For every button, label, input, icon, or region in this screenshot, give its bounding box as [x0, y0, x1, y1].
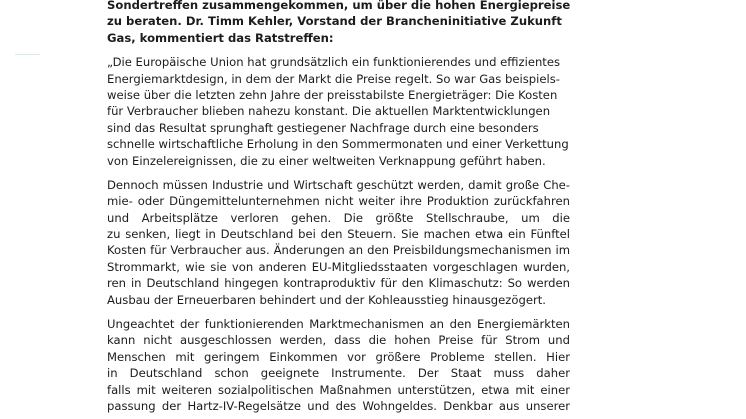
- quote-paragraph-3: [107, 316, 570, 414]
- paragraph-line: passung der Hartz-IV-Regelsätze und des Wohngeldes. Denkbar aus unserer: [107, 398, 570, 413]
- paragraph-line: falls mit weiteren sozialpolitischen Maßnahmen unterstützen, etwa mit einer: [107, 382, 570, 397]
- paragraph-line: Ungeachtet der funktionierenden Marktmechanismen an den Energiemärkten: [107, 317, 570, 332]
- paragraph-line: für Verbraucher blieben nahezu konstant. Die aktuellen Marktentwicklungen: [107, 104, 551, 119]
- press-release-body: [107, 0, 570, 414]
- paragraph-line: von Einzelereignissen, die zu einer weltweiten Verknappung geführt haben.: [107, 153, 546, 168]
- paragraph-line: in Deutschland schon geeignete Instrumente. Der Staat muss daher: [107, 366, 570, 381]
- margin-accent-line: [15, 54, 40, 55]
- intro-paragraph: [107, 0, 570, 46]
- paragraph-line: Dennoch müssen Industrie und Wirtschaft geschützt werden, damit große Che-: [107, 177, 570, 192]
- intro-line: Sondertreffen zusammengekommen, um über die hohen Energiepreise: [107, 0, 571, 12]
- paragraph-line: „Die Europäische Union hat grundsätzlich ein funktionierendes und effizientes: [107, 55, 561, 70]
- paragraph-line: Kosten für Verbraucher aus. Änderungen an den Preisbildungsmechanismen im: [107, 243, 570, 258]
- paragraph-line: zu senken, liegt in Deutschland bei den Steuern. Sie machen etwa ein Fünftel: [107, 227, 570, 242]
- paragraph-line: kann nicht ausgeschlossen werden, dass die hohen Preise für Strom und: [107, 333, 570, 348]
- paragraph-line: Strommarkt, wie sie von anderen EU-Mitgliedsstaaten vorgeschlagen wurden,: [107, 259, 570, 274]
- paragraph-line: und Arbeitsplätze verloren gehen. Die größte Stellschraube, um die: [107, 210, 570, 225]
- paragraph-line: Ausbau der Erneuerbaren behindert und der Kohleausstieg hinausgezögert.: [107, 292, 546, 307]
- intro-line: Gas, kommentiert das Ratstreffen:: [107, 30, 334, 45]
- paragraph-line: schnelle wirtschaftliche Erholung in den Sommermonaten und einer Verkettung: [107, 137, 569, 152]
- paragraph-line: sind das Resultat sprunghaft gestiegener Nachfrage durch eine besonders: [107, 120, 539, 135]
- quote-paragraph-2: [107, 177, 570, 308]
- paragraph-line: ren in Deutschland hingegen kontraproduktiv für den Klimaschutz: So werden: [107, 276, 570, 291]
- quote-paragraph-1: [107, 54, 570, 169]
- paragraph-line: Energiemarktdesign, in dem der Markt die Preise regelt. So war Gas beispiels-: [107, 71, 560, 86]
- paragraph-line: Menschen mit geringem Einkommen vor größere Probleme stellen. Hier: [107, 349, 570, 364]
- intro-line: zu beraten. Dr. Timm Kehler, Vorstand der Brancheninitiative Zukunft: [107, 14, 562, 29]
- paragraph-line: weise über die letzten zehn Jahre der preisstabilste Energieträger: Die Kosten: [107, 87, 558, 102]
- paragraph-line: mie- oder Düngemittelunternehmen nicht weiter ihre Produktion zurückfahren: [107, 194, 570, 209]
